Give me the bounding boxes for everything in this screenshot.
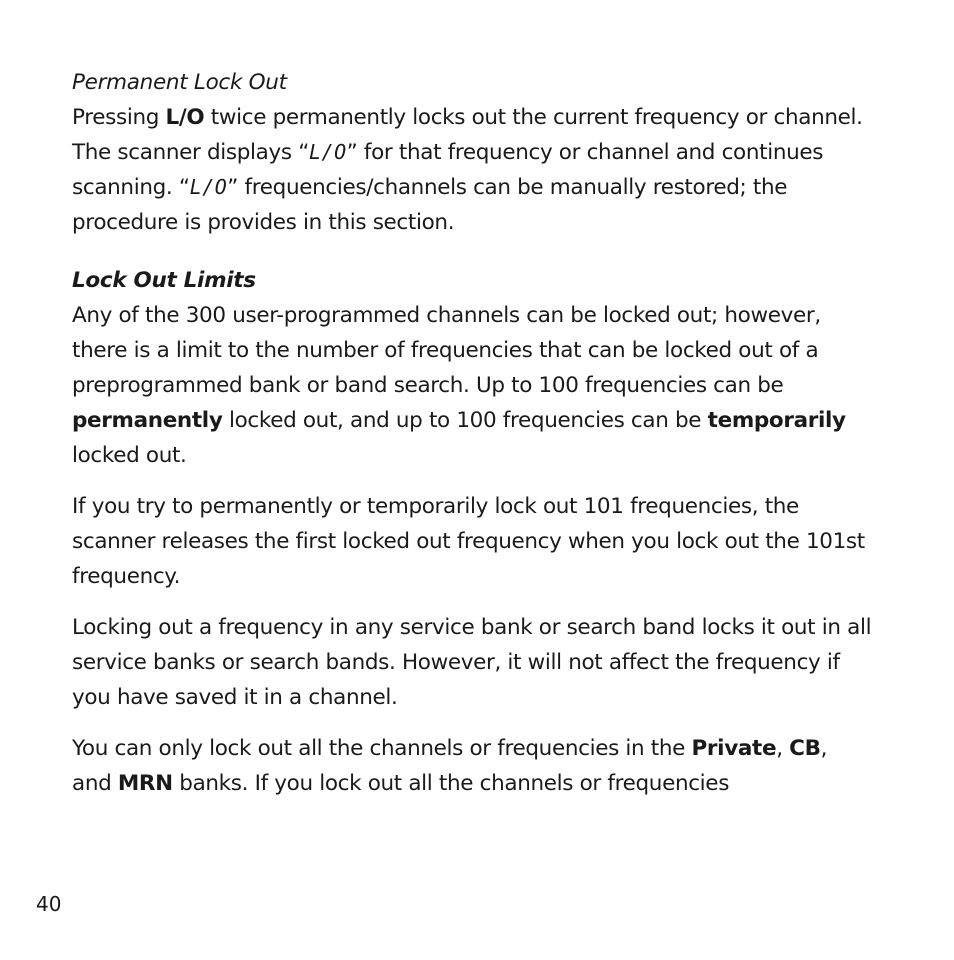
bank-name: CB — [789, 736, 821, 761]
lock-out-limits-paragraph-1 — [72, 298, 872, 473]
text-run: ” frequencies/channels can be manually restored; the procedure is provides in this section. — [72, 175, 788, 235]
permanent-lock-out-heading: Permanent Lock Out — [72, 70, 287, 95]
paragraph-spacer — [72, 473, 872, 489]
lock-out-limits-paragraph-2: If you try to permanently or temporarily lock out 101 frequencies, the scanner releases the first locked out frequency when you lock out the 101st frequency. — [72, 494, 865, 589]
text-run: ” for that frequency or channel and continues scanning. “ — [72, 140, 824, 200]
text-run: locked out. — [72, 443, 187, 468]
bold-term: permanently — [72, 408, 223, 433]
text-run: , — [776, 736, 790, 761]
paragraph-spacer — [72, 715, 872, 731]
lock-out-limits-heading: Lock Out Limits — [72, 268, 256, 293]
page-content — [72, 66, 872, 801]
permanent-lock-out-paragraph — [72, 100, 872, 240]
bold-term: temporarily — [707, 408, 846, 433]
lcd-display-text: L/O — [189, 175, 228, 199]
lock-out-limits-paragraph-4 — [72, 731, 872, 801]
page-number: 40 — [36, 892, 62, 916]
text-run: locked out, and up to 100 frequencies can be — [222, 408, 708, 433]
section-spacer — [72, 240, 872, 264]
lcd-display-text: L/O — [309, 140, 347, 164]
text-run: twice permanently locks out the current frequency or channel. The scanner displays “ — [72, 105, 863, 165]
text-run: You can only lock out all the channels or frequencies in the — [72, 736, 692, 761]
text-run: , and — [72, 736, 828, 796]
lock-out-limits-paragraph-3: Locking out a frequency in any service bank or search band locks it out in all service banks or search bands. However, it will not affect the frequency if you have saved it in a channel. — [72, 615, 872, 710]
text-run: Any of the 300 user-programmed channels can be locked out; however, there is a limit to the number of frequencies that can be locked out of a preprogrammed bank or band search. Up to 100 frequencies can be — [72, 303, 821, 398]
bank-name: Private — [691, 736, 777, 761]
lo-key-label: L/O — [165, 105, 205, 130]
text-run: Pressing — [72, 105, 166, 130]
paragraph-spacer — [72, 594, 872, 610]
bank-name: MRN — [117, 771, 173, 796]
text-run: banks. If you lock out all the channels or frequencies — [172, 771, 730, 796]
